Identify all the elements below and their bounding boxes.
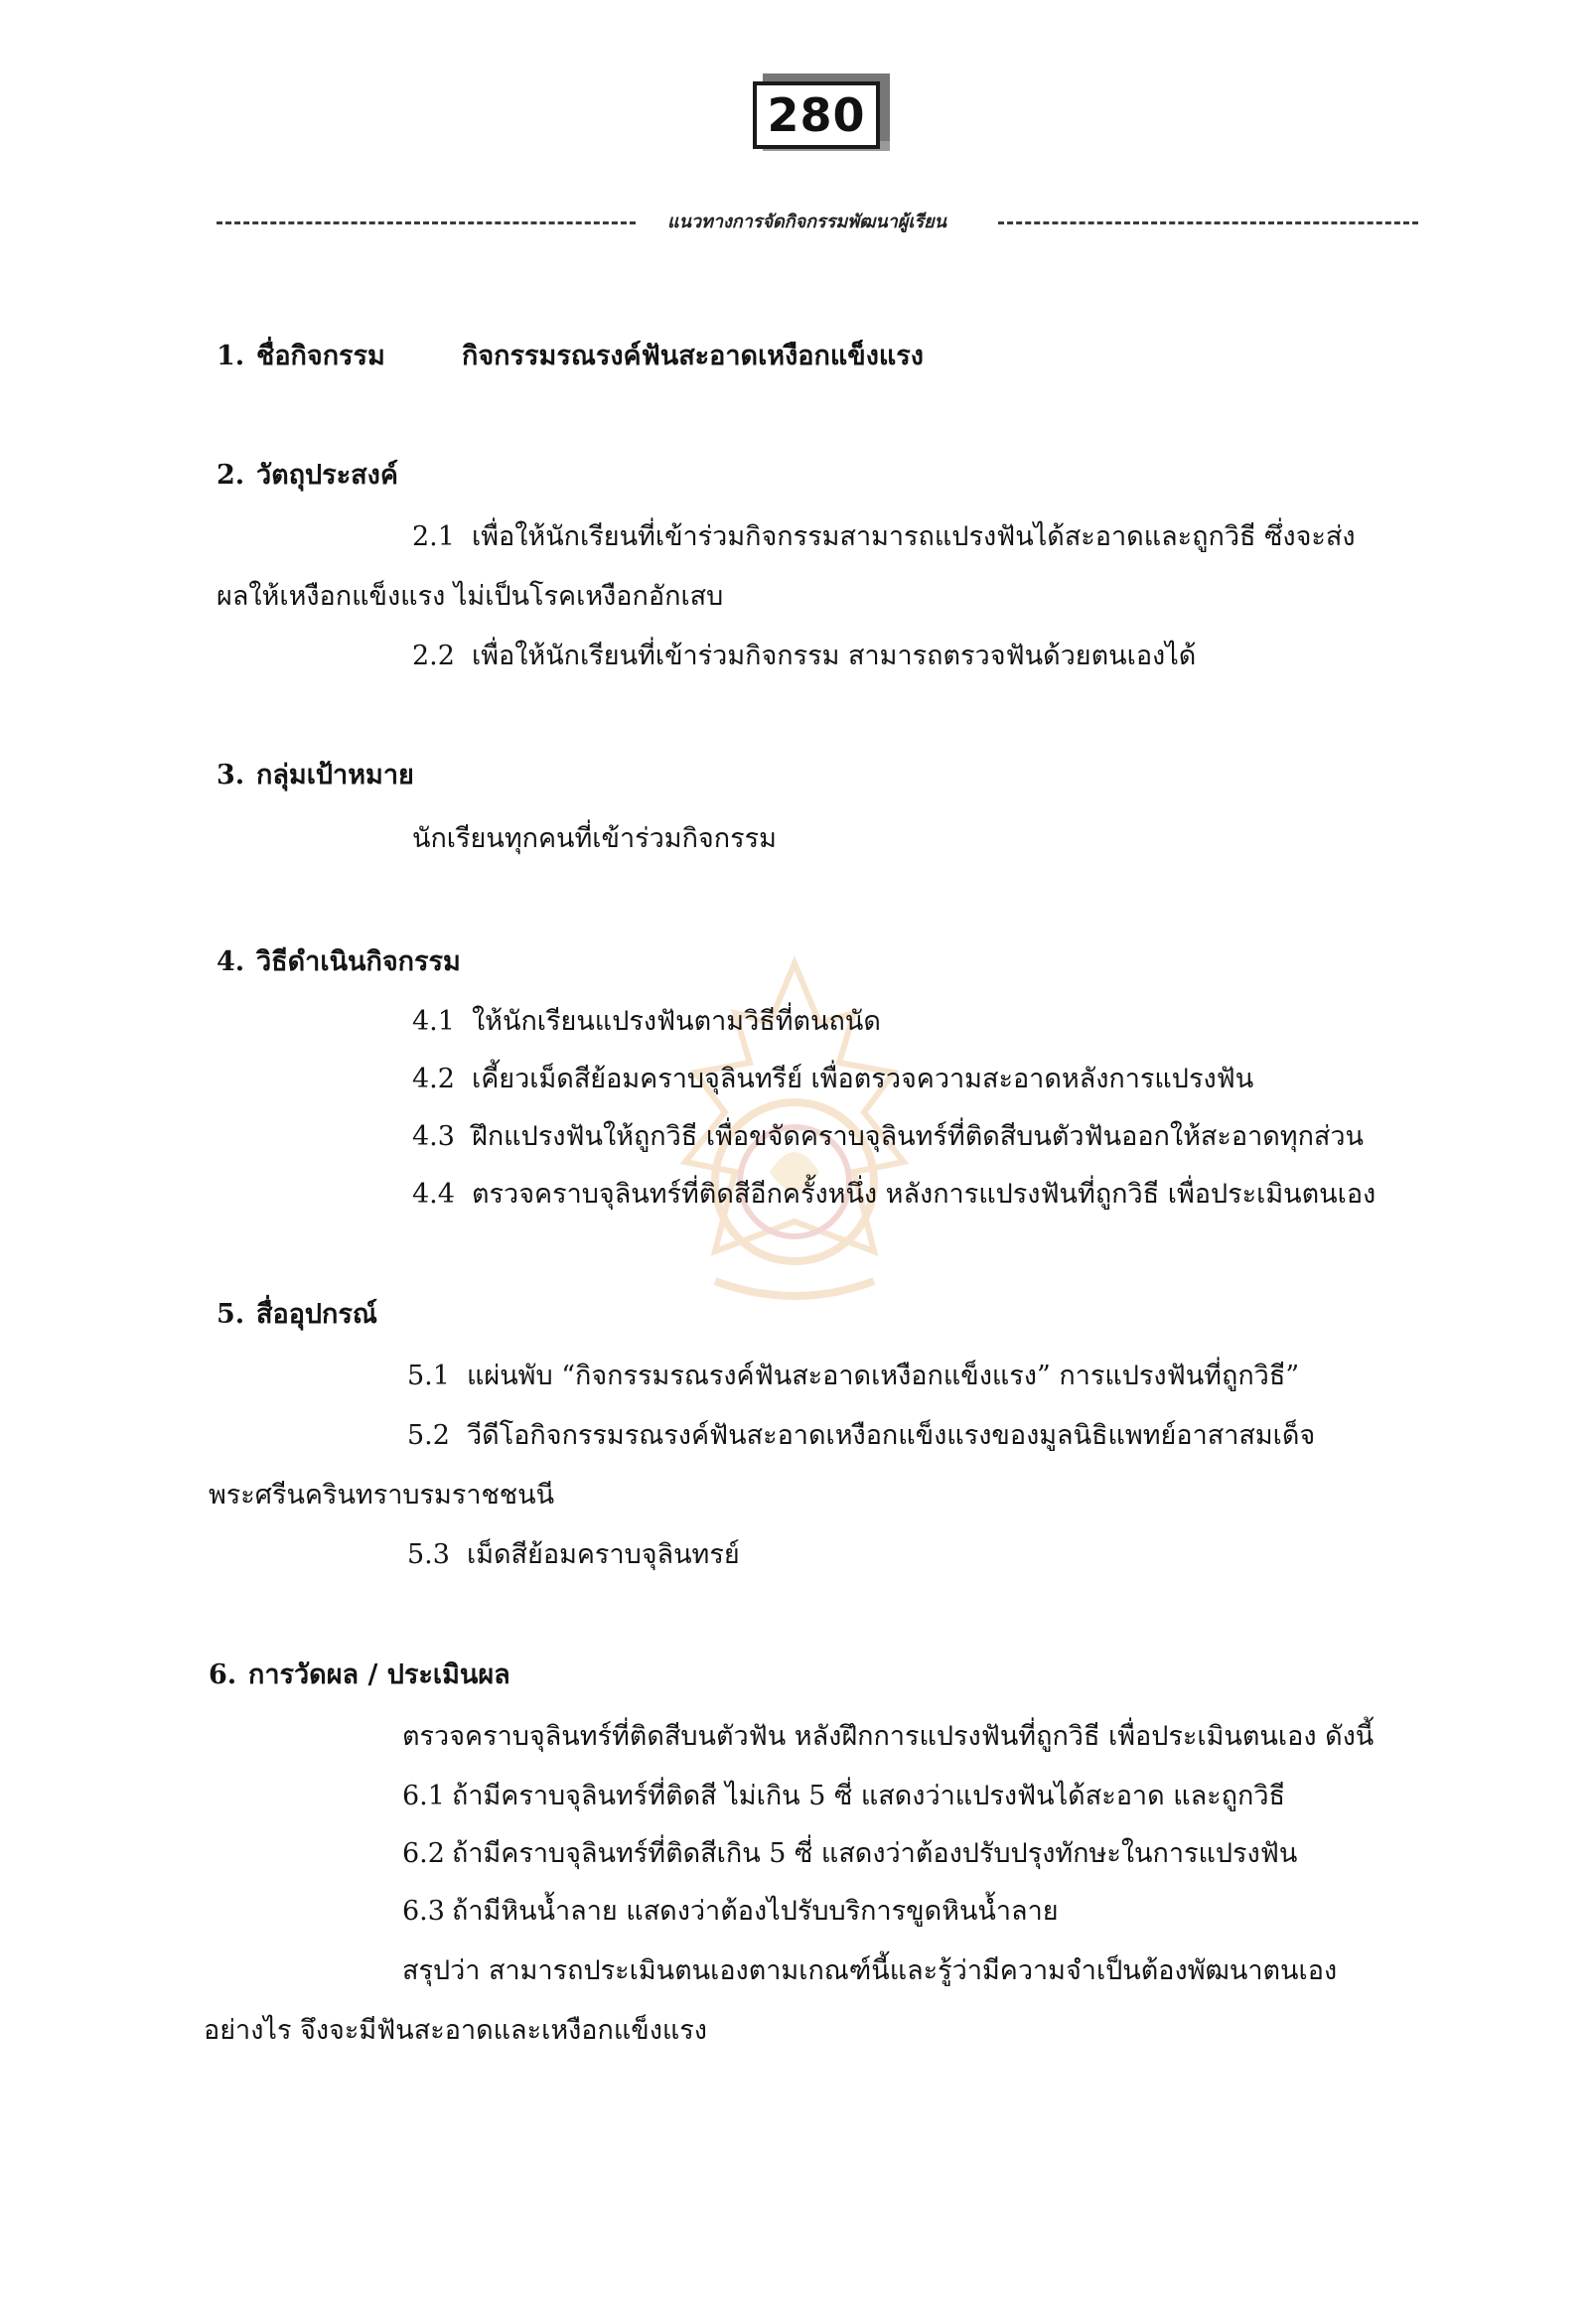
section-4-number: 4. — [217, 946, 245, 977]
section-5-number: 5. — [217, 1299, 245, 1330]
section-2-number: 2. — [217, 460, 245, 491]
section-2-title: วัตถุประสงค์ — [256, 460, 398, 491]
item-2-1-line1: เพื่อให้นักเรียนที่เข้าร่วมกิจกรรมสามารถแปรงฟันได้สะอาดและถูกวิธี ซึ่งจะส่ง — [472, 521, 1356, 552]
item-2-2-number: 2.2 — [412, 641, 455, 671]
item-4-3-number: 4.3 — [412, 1121, 455, 1152]
section-1-label: ชื่อกิจกรรม — [256, 341, 385, 371]
item-4-3-text: ฝึกแปรงฟันให้ถูกวิธี เพื่อขจัดคราบจุลินทร์ที่ติดสีบนตัวฟันออกให้สะอาดทุกส่วน — [472, 1121, 1365, 1152]
section-6-intro: ตรวจคราบจุลินทร์ที่ติดสีบนตัวฟัน หลังฝึกการแปรงฟันที่ถูกวิธี เพื่อประเมินตนเอง ดังนี้ — [402, 1721, 1375, 1752]
item-5-3-text: เม็ดสีย้อมคราบจุลินทรย์ — [467, 1539, 740, 1570]
section-6-number: 6. — [209, 1659, 237, 1690]
summary-line1: สรุปว่า สามารถประเมินตนเองตามเกณฑ์นี้และรู้ว่ามีความจำเป็นต้องพัฒนาตนเอง — [402, 1955, 1338, 1986]
header-rule-left — [217, 221, 636, 224]
item-5-2-line1: วีดีโอกิจกรรมรณรงค์ฟันสะอาดเหงือกแข็งแรงของมูลนิธิแพทย์อาสาสมเด็จ — [467, 1420, 1316, 1451]
section-5-title: สื่ออุปกรณ์ — [256, 1299, 377, 1330]
item-6-3-number: 6.3 — [402, 1896, 445, 1927]
summary-line2: อย่างไร จึงจะมีฟันสะอาดและเหงือกแข็งแรง — [204, 2015, 707, 2046]
item-5-1-number: 5.1 — [407, 1361, 450, 1391]
section-1-value: กิจกรรมรณรงค์ฟันสะอาดเหงือกแข็งแรง — [462, 341, 924, 371]
item-5-3-number: 5.3 — [407, 1539, 450, 1570]
item-6-1-number: 6.1 — [402, 1781, 445, 1811]
section-3-text: นักเรียนทุกคนที่เข้าร่วมกิจกรรม — [412, 823, 777, 854]
item-6-3-text: ถ้ามีหินน้ำลาย แสดงว่าต้องไปรับบริการขูดหินน้ำลาย — [452, 1896, 1059, 1927]
section-3-number: 3. — [217, 760, 245, 791]
header-rule-right — [998, 221, 1418, 224]
section-3-title: กลุ่มเป้าหมาย — [256, 760, 414, 791]
item-5-2-line2: พระศรีนครินทราบรมราชชนนี — [209, 1480, 555, 1511]
item-4-4-number: 4.4 — [412, 1179, 455, 1210]
section-6-title: การวัดผล / ประเมินผล — [248, 1659, 510, 1690]
item-4-1-number: 4.1 — [412, 1006, 455, 1037]
item-4-1-text: ให้นักเรียนแปรงฟันตามวิธีที่ตนถนัด — [472, 1006, 881, 1037]
item-4-2-text: เคี้ยวเม็ดสีย้อมคราบจุลินทรีย์ เพื่อตรวจความสะอาดหลังการแปรงฟัน — [472, 1064, 1254, 1094]
item-6-2-number: 6.2 — [402, 1838, 445, 1869]
item-4-4-text: ตรวจคราบจุลินทร์ที่ติดสีอีกครั้งหนึ่ง หลังการแปรงฟันที่ถูกวิธี เพื่อประเมินตนเอง — [472, 1179, 1377, 1210]
item-5-2-number: 5.2 — [407, 1420, 450, 1451]
item-6-1-text: ถ้ามีคราบจุลินทร์ที่ติดสี ไม่เกิน 5 ซี่ แสดงว่าแปรงฟันได้สะอาด และถูกวิธี — [452, 1781, 1285, 1811]
section-1-number: 1. — [217, 341, 245, 371]
item-2-1-number: 2.1 — [412, 521, 455, 552]
item-2-2-text: เพื่อให้นักเรียนที่เข้าร่วมกิจกรรม สามารถตรวจฟันด้วยตนเองได้ — [472, 641, 1197, 671]
item-4-2-number: 4.2 — [412, 1064, 455, 1094]
item-5-1-text: แผ่นพับ “กิจกรรมรณรงค์ฟันสะอาดเหงือกแข็งแรง” การแปรงฟันที่ถูกวิธี” — [467, 1361, 1300, 1391]
item-2-1-line2: ผลให้เหงือกแข็งแรง ไม่เป็นโรคเหงือกอักเสบ — [217, 581, 724, 612]
page-number: 280 — [753, 81, 880, 149]
section-4-title: วิธีดำเนินกิจกรรม — [256, 946, 461, 977]
item-6-2-text: ถ้ามีคราบจุลินทร์ที่ติดสีเกิน 5 ซี่ แสดงว่าต้องปรับปรุงทักษะในการแปรงฟัน — [452, 1838, 1298, 1869]
header-title: แนวทางการจัดกิจกรรมพัฒนาผู้เรียน — [667, 212, 946, 232]
